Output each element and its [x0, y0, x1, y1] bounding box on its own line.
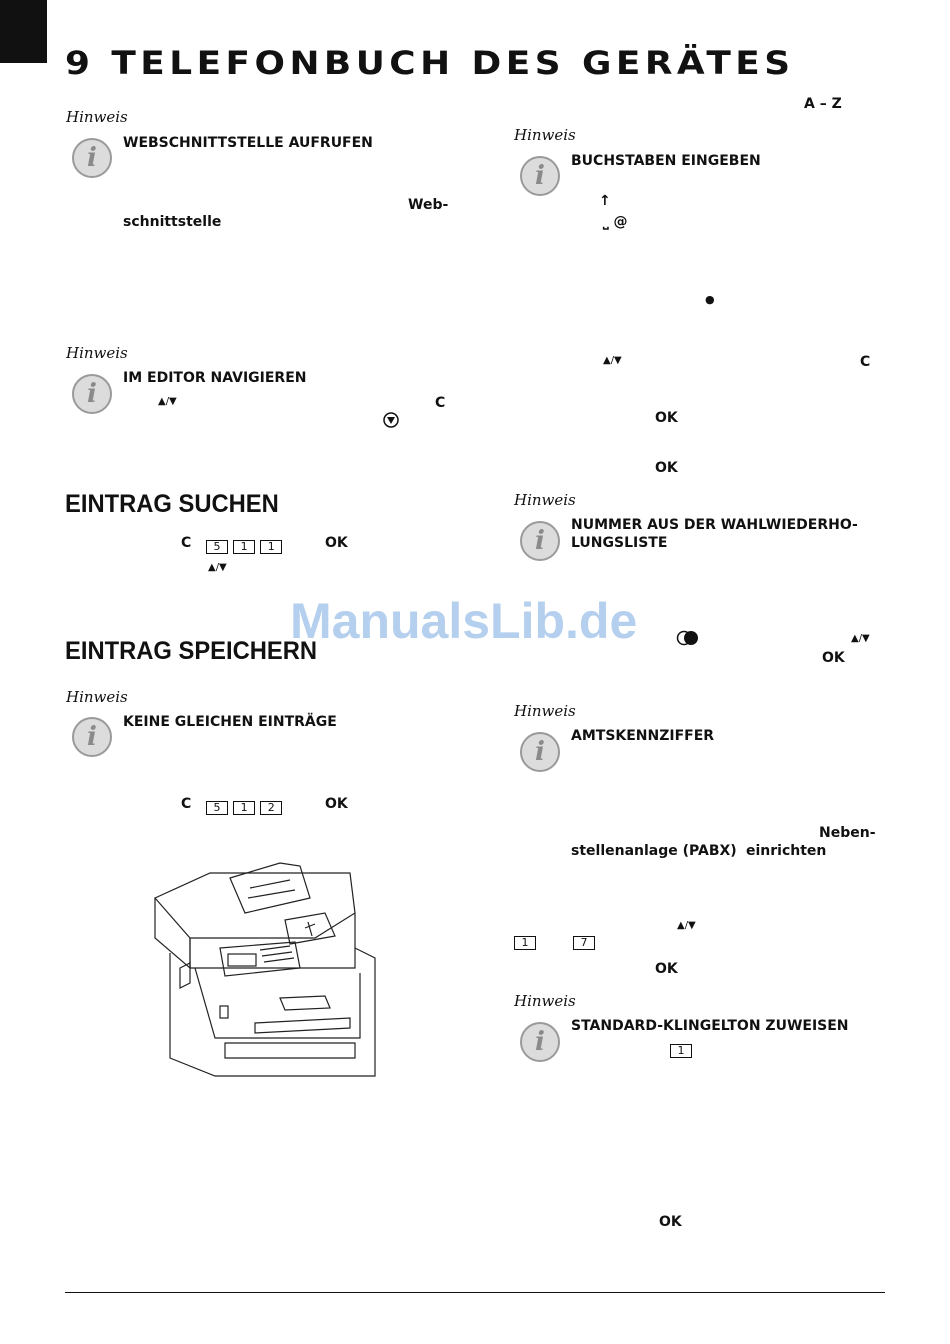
heading-eintrag-speichern: EINTRAG SPEICHERN: [65, 637, 318, 665]
key-ok: OK: [325, 535, 348, 551]
dot-icon: ●: [705, 293, 715, 306]
info-icon: i: [520, 521, 560, 561]
hinweis-label: Hinweis: [514, 702, 576, 720]
shift-icon: ↑: [599, 193, 611, 209]
stop-icon: [383, 412, 399, 432]
key-5: 5: [206, 540, 228, 554]
key-sequence-speichern: [206, 797, 282, 816]
note-title-wahlwiederholung-2: LUNGSLISTE: [571, 535, 668, 551]
key-5: 5: [206, 801, 228, 815]
info-icon: i: [72, 717, 112, 757]
footer-rule: [65, 1292, 885, 1293]
key-1: 1: [233, 801, 255, 815]
note-title-buchstaben: BUCHSTABEN EINGEBEN: [571, 153, 761, 169]
up-down-arrows-icon: ▲/▼: [677, 920, 696, 931]
chapter-title: 9 TELEFONBUCH DES GERÄTES: [65, 44, 795, 82]
hinweis-label: Hinweis: [514, 992, 576, 1010]
info-icon: i: [72, 138, 112, 178]
up-down-arrows-icon: ▲/▼: [208, 562, 227, 573]
key-ok: OK: [822, 650, 845, 666]
printer-illustration: [150, 858, 380, 1084]
key-1: 1: [233, 540, 255, 554]
hinweis-label: Hinweis: [514, 126, 576, 144]
hinweis-label: Hinweis: [66, 688, 128, 706]
note-title-amtskennziffer: AMTSKENNZIFFER: [571, 728, 715, 744]
key-1: 1: [514, 936, 536, 950]
watermark: ManualsLib.de: [290, 593, 638, 649]
term-neben: Neben-: [819, 825, 876, 841]
note-title-keine-gleichen: KEINE GLEICHEN EINTRÄGE: [123, 714, 337, 730]
letters-range: A – Z: [804, 96, 842, 112]
hinweis-label: Hinweis: [514, 491, 576, 509]
up-down-arrows-icon: ▲/▼: [158, 396, 177, 407]
redial-icon: [676, 630, 700, 650]
hinweis-label: Hinweis: [66, 344, 128, 362]
key-1: 1: [670, 1044, 692, 1058]
key-ok: OK: [655, 460, 678, 476]
chapter-tab: [0, 0, 47, 63]
info-icon: i: [520, 156, 560, 196]
note-title-webschnittstelle: WEBSCHNITTSTELLE AUFRUFEN: [123, 135, 373, 151]
key-7: 7: [573, 936, 595, 950]
term-nebenstellenanlage: stellenanlage (PABX): [571, 843, 737, 859]
key-2: 2: [260, 801, 282, 815]
note-title-klingelton: STANDARD-KLINGELTON ZUWEISEN: [571, 1018, 849, 1034]
info-icon: i: [72, 374, 112, 414]
key-c: C: [181, 535, 192, 551]
key-ok: OK: [325, 796, 348, 812]
term-web: Web-: [408, 197, 449, 213]
key-ok: OK: [655, 961, 678, 977]
term-einrichten: einrichten: [746, 843, 827, 859]
key-c: C: [435, 395, 446, 411]
key-sequence-suchen: [206, 536, 282, 555]
key-1: 1: [260, 540, 282, 554]
info-icon: i: [520, 1022, 560, 1062]
up-down-arrows-icon: ▲/▼: [851, 633, 870, 644]
info-icon: i: [520, 732, 560, 772]
key-ok: OK: [659, 1214, 682, 1230]
up-down-arrows-icon: ▲/▼: [603, 355, 622, 366]
term-schnittstelle: schnittstelle: [123, 214, 222, 230]
key-c: C: [860, 354, 871, 370]
key-ok: OK: [655, 410, 678, 426]
note-title-editor: IM EDITOR NAVIGIEREN: [123, 370, 307, 386]
space-at-keys: ⎵ @: [603, 214, 628, 230]
note-title-wahlwiederholung-1: NUMMER AUS DER WAHLWIEDERHO-: [571, 517, 858, 533]
heading-eintrag-suchen: EINTRAG SUCHEN: [65, 490, 279, 518]
hinweis-label: Hinweis: [66, 108, 128, 126]
key-c: C: [181, 796, 192, 812]
